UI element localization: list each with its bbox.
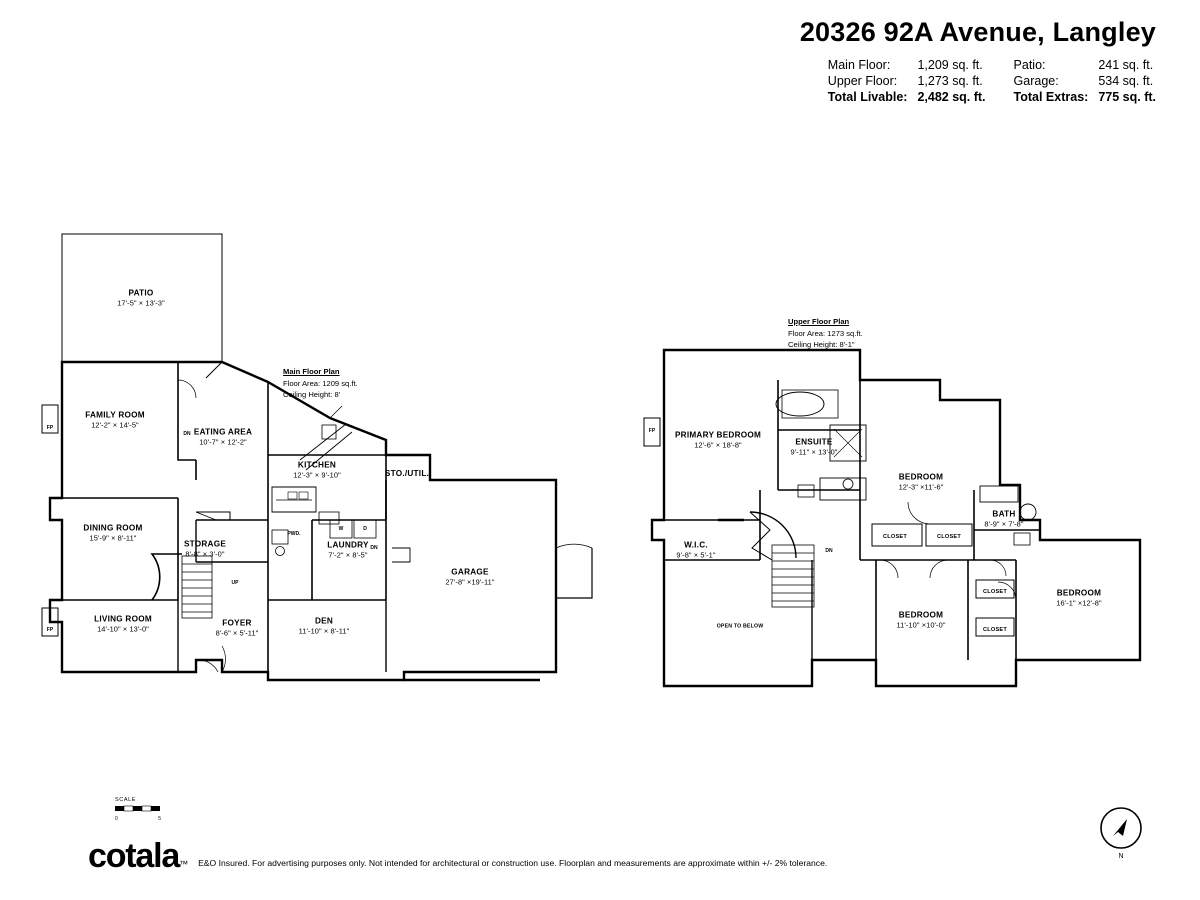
upper-floor-note-ceiling: Ceiling Height: 8'-1" <box>788 340 855 349</box>
room-laundry-name: LAUNDRY <box>327 540 369 550</box>
main-floor-note <box>283 366 358 400</box>
scale-bar <box>115 797 163 822</box>
room-family <box>85 410 145 430</box>
down-marker-eating: DN <box>183 431 191 437</box>
compass-icon <box>1099 806 1143 850</box>
room-primary-bedroom-dim: 12'-6" × 18'-8" <box>694 440 742 450</box>
up-marker-stairs: UP <box>231 580 239 586</box>
room-primary-bedroom <box>675 430 761 450</box>
room-wic-name: W.I.C. <box>684 540 708 550</box>
room-bath <box>984 509 1023 529</box>
closet-label-1: CLOSET <box>883 534 907 540</box>
main-floor-value: 1,209 sq. ft. <box>917 57 983 72</box>
room-kitchen-name: KITCHEN <box>297 460 337 470</box>
room-bath-dim: 8'-9" × 7'-8" <box>984 519 1024 529</box>
room-living <box>94 614 152 634</box>
brand-logo <box>88 837 189 876</box>
fireplace-marker-primary: FP <box>648 428 656 434</box>
room-bedroom-3-name: BEDROOM <box>898 610 944 620</box>
room-patio <box>117 288 165 308</box>
room-bedroom-3 <box>896 610 945 630</box>
upper-floor-outline <box>644 350 1140 686</box>
powder-room-marker: PWD. <box>287 531 301 537</box>
room-wic <box>676 540 715 560</box>
room-garage-name: GARAGE <box>451 567 489 577</box>
scale-max: 5 <box>158 816 161 822</box>
room-garage <box>445 567 494 587</box>
room-wic-dim: 9'-8" × 5'-1" <box>676 550 716 560</box>
room-storage-name: STORAGE <box>183 539 227 549</box>
room-kitchen-dim: 12'-3" × 9'-10" <box>293 470 341 480</box>
total-extras-value: 775 sq. ft. <box>1098 89 1156 104</box>
room-eating-area-name: EATING AREA <box>193 427 253 437</box>
total-extras-label: Total Extras: <box>1013 89 1089 104</box>
room-bedroom-2-name: BEDROOM <box>898 472 944 482</box>
upper-floor-label: Upper Floor: <box>827 73 898 88</box>
main-floor-note-title: Main Floor Plan <box>283 367 340 376</box>
room-den-name: DEN <box>314 616 334 626</box>
room-eating-area-dim: 10'-7" × 12'-2" <box>199 437 247 447</box>
scale-bar-graphic <box>115 804 163 813</box>
room-laundry-dim: 7'-2" × 8'-5" <box>328 550 368 560</box>
main-floor-note-area: Floor Area: 1209 sq.ft. <box>283 379 358 388</box>
garage-value: 534 sq. ft. <box>1098 73 1154 88</box>
room-patio-name: PATIO <box>128 288 154 298</box>
page-title: 20326 92A Avenue, Langley <box>799 17 1156 47</box>
patio-value: 241 sq. ft. <box>1098 57 1154 72</box>
footer <box>88 837 828 876</box>
room-garage-dim: 27'-8" ×19'-11" <box>445 577 495 587</box>
room-foyer-dim: 8'-6" × 5'-11" <box>215 628 259 638</box>
compass <box>1097 806 1145 858</box>
room-foyer-name: FOYER <box>222 618 252 628</box>
fireplace-marker-living: FP <box>46 627 54 633</box>
room-patio-dim: 17'-5" × 13'-3" <box>117 298 165 308</box>
room-storage-util-name: STO./UTIL. <box>384 468 430 478</box>
room-primary-bedroom-name: PRIMARY BEDROOM <box>674 430 762 440</box>
room-kitchen <box>293 460 341 480</box>
room-storage-dim: 8'-8" × 3'-0" <box>185 549 225 559</box>
down-marker-laundry: DN <box>370 545 378 551</box>
closet-label-2: CLOSET <box>937 534 961 540</box>
closet-label-4: CLOSET <box>983 627 1007 633</box>
room-dining-name: DINING ROOM <box>83 523 143 533</box>
room-bath-name: BATH <box>992 509 1016 519</box>
total-livable-label: Total Livable: <box>827 89 908 104</box>
scale-min: 0 <box>115 816 118 822</box>
total-livable-value: 2,482 sq. ft. <box>917 89 986 104</box>
scale-label: SCALE <box>115 797 137 803</box>
closet-label-3: CLOSET <box>983 589 1007 595</box>
upper-floor-value: 1,273 sq. ft. <box>917 73 983 88</box>
upper-floor-note-title: Upper Floor Plan <box>788 317 850 326</box>
garage-label: Garage: <box>1013 73 1059 88</box>
down-marker-upper-stairs: DN <box>825 548 833 554</box>
room-ensuite-dim: 9'-11" × 13'-0" <box>790 447 838 457</box>
dryer-marker: D <box>363 526 367 532</box>
open-to-below-label: OPEN TO BELOW <box>716 623 764 630</box>
patio-label: Patio: <box>1013 57 1046 72</box>
room-bedroom-4-name: BEDROOM <box>1056 588 1102 598</box>
disclaimer-text: E&O Insured. For advertising purposes only. Not intended for architectural or construction use. Floorplan and measurements are approximate within +/- 2% tolerance. <box>198 858 828 868</box>
upper-floor-note-area: Floor Area: 1273 sq.ft. <box>788 329 863 338</box>
room-bedroom-2-dim: 12'-3" ×11'-6" <box>898 482 944 492</box>
room-storage-util <box>385 469 429 479</box>
compass-north-label: N <box>1118 853 1124 860</box>
washer-marker: W <box>338 526 344 532</box>
room-bedroom-2 <box>899 472 944 492</box>
brand-name: cotala <box>88 837 180 876</box>
room-living-dim: 14'-10" × 13'-0" <box>97 624 149 634</box>
upper-floor-note <box>788 316 863 350</box>
room-ensuite <box>790 437 837 457</box>
room-bedroom-4 <box>1056 588 1101 608</box>
room-living-name: LIVING ROOM <box>94 614 152 624</box>
room-den-dim: 11'-10" × 8'-11" <box>298 626 350 636</box>
room-eating-area <box>194 427 252 447</box>
room-family-dim: 12'-2" × 14'-5" <box>91 420 139 430</box>
room-storage <box>184 539 226 559</box>
room-den <box>299 616 350 636</box>
room-bedroom-3-dim: 11'-10" ×10'-0" <box>896 620 946 630</box>
room-ensuite-name: ENSUITE <box>795 437 833 447</box>
fireplace-marker-family: FP <box>46 425 54 431</box>
room-laundry <box>327 540 368 560</box>
room-foyer <box>216 618 259 638</box>
room-family-name: FAMILY ROOM <box>85 410 145 420</box>
room-bedroom-4-dim: 16'-1" ×12'-8" <box>1056 598 1102 608</box>
main-floor-label: Main Floor: <box>827 57 891 72</box>
main-floor-note-ceiling: Ceiling Height: 8' <box>283 390 341 399</box>
room-dining-dim: 15'-9" × 8'-11" <box>89 533 137 543</box>
brand-trademark: ™ <box>179 859 189 870</box>
room-dining <box>83 523 142 543</box>
